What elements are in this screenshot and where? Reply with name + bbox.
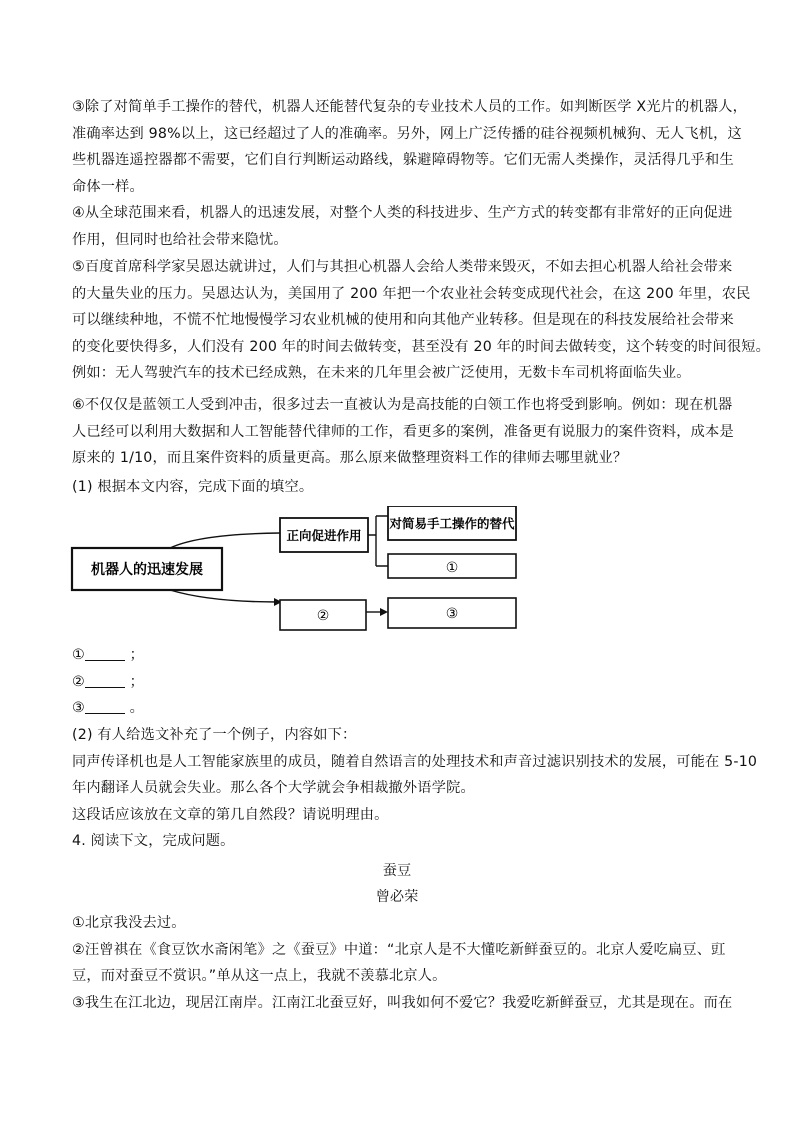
question-1-prompt: (1) 根据本文内容，完成下面的填空。 <box>72 479 314 495</box>
text-line: ①北京我没去过。 <box>72 915 186 931</box>
text-line: 人已经可以利用大数据和人工智能替代律师的工作，看更多的案例，准备更有说服力的案件资料，成本是 <box>72 423 734 440</box>
text-line: 可以继续种地，不慌不忙地慢慢学习农业机械的使用和向其他产业转移。但是现在的科技发展给社会带来 <box>72 312 734 329</box>
article-title: 蚕豆 <box>382 863 412 879</box>
text-line: 豆，而对蚕豆不赏识。”单从这一点上，我就不羡慕北京人。 <box>72 968 447 985</box>
text-line: 年内翻译人员就会失业。那么各个大学就会争相裁撤外语学院。 <box>72 780 475 797</box>
connector-lower <box>170 590 278 602</box>
article-author: 曾必荣 <box>375 889 419 905</box>
answer-line-3[interactable]: ③ 。 <box>72 700 145 717</box>
positive-box-label: 正向促进作用 <box>286 528 362 543</box>
question-2 <box>72 722 758 855</box>
blank-2-label: ② <box>316 608 330 624</box>
text-line: 的变化要快得多，人们没有 200 年的时间去做转变，甚至没有 20 年的时间去做转变，这个转变的时间很短。 <box>72 338 771 355</box>
text-line: 命体一样。 <box>72 178 144 195</box>
text-line: 准确率达到 98%以上，这已经超过了人的准确率。另外，网上广泛传播的硅谷视频机械狗、无人飞机，这 <box>72 125 742 142</box>
answer-line-1[interactable]: ① ； <box>72 647 145 663</box>
answer-blanks <box>72 642 730 722</box>
main-box-label: 机器人的迅速发展 <box>91 562 203 578</box>
text-line: ③除了对简单手工操作的替代，机器人还能替代复杂的专业技术人员的工作。如判断医学 X光片的机器人， <box>72 99 747 115</box>
bracket <box>368 516 388 566</box>
text-line: ⑥不仅仅是蓝领工人受到冲击，很多过去一直被认为是高技能的白领工作也将受到影响。例如：现在机器 <box>72 397 733 413</box>
question-2-ask: 这段话应该放在文章的第几自然段？请说明理由。 <box>72 806 389 823</box>
text-line: ④从全球范围来看，机器人的迅速发展，对整个人类的科技进步、生产方式的转变都有非常好的正向促进 <box>72 205 733 221</box>
text-line: 原来的 1/10，而且案件资料的质量更高。那么原来做整理资料工作的律师去哪里就业？ <box>72 450 628 467</box>
paragraph-5 <box>72 254 771 387</box>
answer-line-2[interactable]: ② ； <box>72 673 145 690</box>
text-line: 些机器连遥控器都不需要，它们自行判断运动路线，躲避障碍物等。它们无需人类操作，灵活得几乎和生 <box>72 152 734 169</box>
text-line: 例如：无人驾驶汽车的技术已经成熟，在未来的几年里会被广泛使用，无数卡车司机将面临失业。 <box>72 365 691 382</box>
article-body <box>72 910 733 1016</box>
text-line: ③我生在江北边，现居江南岸。江南江北蚕豆好，叫我如何不爱它？我爱吃新鲜蚕豆，尤其是现在。而在 <box>72 994 733 1011</box>
section-4-heading: 4. 阅读下文，完成问题。 <box>72 833 235 850</box>
concept-diagram <box>70 506 520 632</box>
paragraph-4 <box>72 200 733 253</box>
replace-box-label: 对简易手工操作的替代 <box>389 516 515 531</box>
text-line: ②汪曾祺在《食豆饮水斋闲笔》之《蚕豆》中道：“北京人是不大懂吃新鲜蚕豆的。北京人爱吃扁豆、豇 <box>72 941 726 958</box>
text-line: 同声传译机也是人工智能家族里的成员，随着自然语言的处理技术和声音过滤识别技术的发展，可能在 5-10 <box>72 753 758 770</box>
text-line: 作用，但同时也给社会带来隐忧。 <box>72 231 288 248</box>
text-line: ⑤百度首席科学家吴恩达就讲过，人们与其担心机器人会给人类带来毁灭，不如去担心机器人给社会带来 <box>72 259 733 275</box>
connector-upper <box>170 533 280 548</box>
paragraph-6 <box>72 392 734 472</box>
paragraph-3 <box>72 94 747 200</box>
arrow-head <box>380 608 388 616</box>
question-2-prompt: (2) 有人给选文补充了一个例子，内容如下： <box>72 727 357 743</box>
text-line: 的大量失业的压力。吴恩达认为，美国用了 200 年把一个农业社会转变成现代社会，在这 200 年里，农民 <box>72 285 751 302</box>
blank-1-label: ① <box>445 560 459 576</box>
blank-3-label: ③ <box>445 606 459 622</box>
